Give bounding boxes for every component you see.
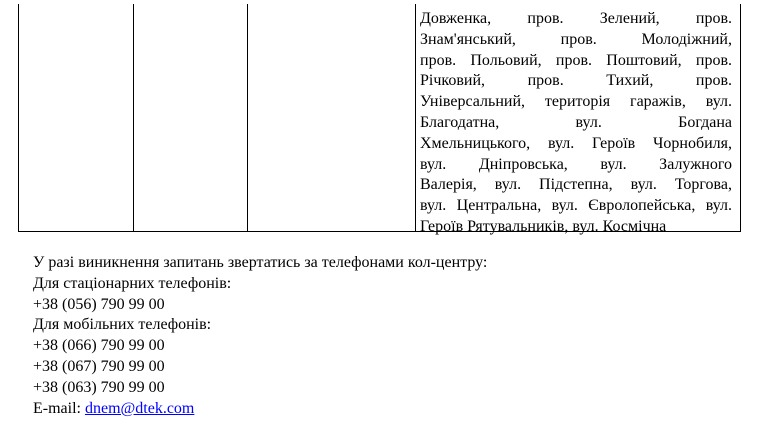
street-line: Універсальний, територія гаражів, вул. [420,93,732,111]
street-line: Річковий, пров. Тихий, пров. [420,72,732,90]
table-divider-1 [133,4,134,232]
table-divider-2 [247,4,248,232]
mobile-label: Для мобільних телефонів: [33,316,212,334]
email-label: E-mail: [33,399,85,417]
street-line: вул. Центральна, вул. Євролопейська, вул. [420,197,732,215]
mobile-phone: +38 (067) 790 99 00 [33,357,165,375]
table-border-left [18,4,19,232]
street-line: Знам'янський, пров. Молодіжний, [420,30,732,48]
street-line: Героїв Рятувальників, вул. Космічна [420,217,667,235]
street-line: Довженка, пров. Зелений, пров. [420,10,732,27]
contact-info [33,253,487,419]
address-table [18,4,741,235]
street-list-cell [420,9,732,238]
table-divider-3 [415,4,416,232]
landline-phone: +38 (056) 790 99 00 [33,295,165,313]
call-center-intro: У разі виникнення запитань звертатись за телефонами кол-центру: [33,254,488,271]
street-line: пров. Польовий, пров. Поштовий, пров. [420,51,732,69]
landline-label: Для стаціонарних телефонів: [33,274,232,292]
mobile-phone: +38 (063) 790 99 00 [33,378,165,396]
mobile-phone: +38 (066) 790 99 00 [33,337,165,355]
email-link[interactable]: dnem@dtek.com [84,399,195,417]
street-line: вул. Дніпровська, вул. Залужного [420,155,732,173]
street-line: Благодатна, вул. Богдана [420,113,732,131]
street-line: Валерія, вул. Підстепна, вул. Торгова, [420,176,732,194]
email-row [33,399,487,420]
table-border-right [740,4,741,232]
street-line: Хмельницького, вул. Героїв Чорнобиля, [420,134,732,152]
